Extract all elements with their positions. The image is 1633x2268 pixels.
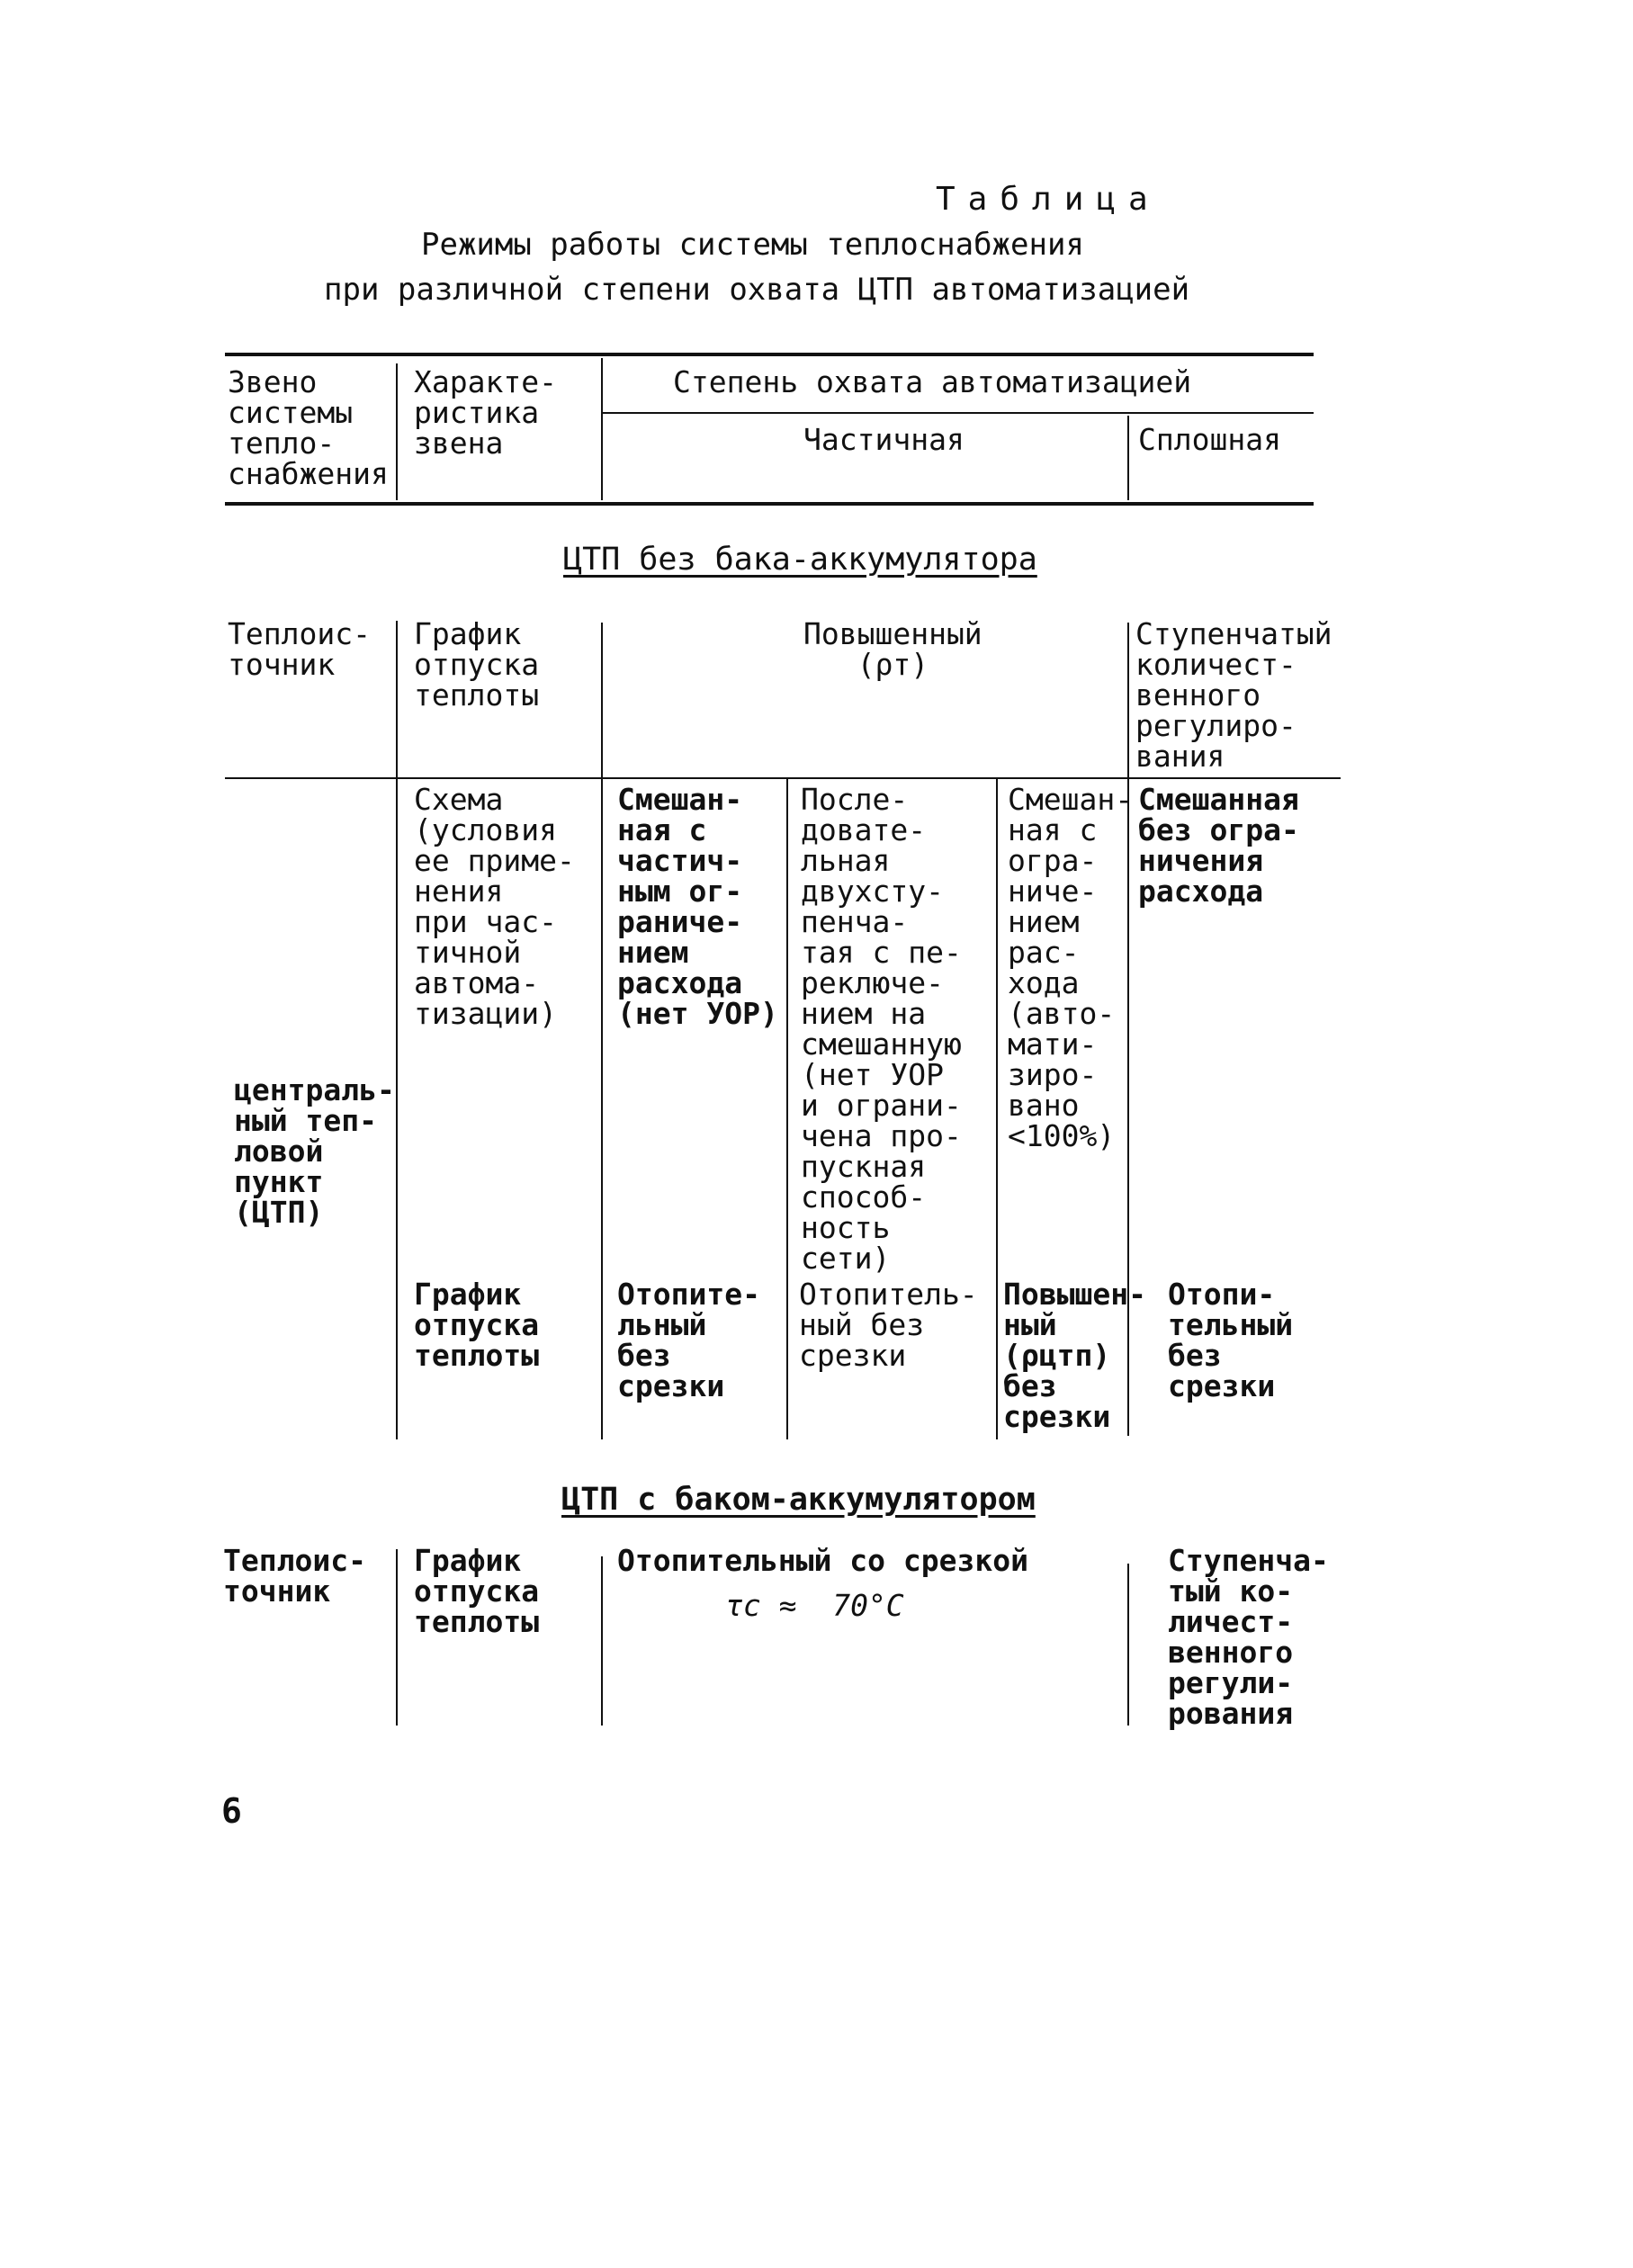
header-bottom-rule <box>225 502 1314 506</box>
scheme-full-mixed: Смешанная без огра- ничения расхода <box>1138 782 1299 909</box>
header-top-rule <box>225 353 1314 356</box>
section1-divider-3 <box>786 779 788 1439</box>
table-title-line1: Режимы работы системы теплоснабжения <box>421 227 1084 263</box>
header-divider-1 <box>396 363 398 500</box>
section1-divider-2 <box>601 623 603 1439</box>
scheme-label: Схема (условия ее приме- нения при час- тичной автома- тизации) <box>414 782 575 1031</box>
section1-divider-4 <box>996 779 998 1439</box>
section2-title: ЦТП с баком-аккумулятором <box>561 1482 1036 1518</box>
scheme-mixed-partial: Смешан- ная с частич- ным ог- раниче- нием расхода (нет УОР) <box>617 782 778 1031</box>
scheme-mixed-limited: Смешан- ная с огра- ниче- нием рас- хода (авто- мати- зиро- вано <100%) <box>1008 782 1134 1153</box>
header-sub-rule <box>601 412 1314 414</box>
partial-schedule-raised: Повышенный (ρт) <box>803 616 982 682</box>
header-col-automation-degree: Степень охвата автоматизацией <box>673 364 1192 399</box>
ctp-schedule-full: Отопи- тельный без срезки <box>1168 1277 1294 1403</box>
section2-divider-3 <box>1127 1564 1129 1726</box>
ctp-schedule-heating-a: Отопите- льный без срезки <box>617 1277 760 1403</box>
scheme-sequential: После- довате- льная двухсту- пенча- тая с пе- реключе- нием на смешанную (нет УОР и ограни- чена про- пускная способ- ность сети) <box>801 782 962 1276</box>
section2-heat-source-label: Теплоис- точник <box>223 1543 366 1609</box>
full-schedule-stepped: Ступенчатый количест- венного регулиро- вания <box>1135 616 1332 774</box>
table-label: Таблица <box>936 181 1161 218</box>
section2-divider-1 <box>396 1549 398 1726</box>
header-col-full: Сплошная <box>1138 422 1281 457</box>
schedule-label: График отпуска теплоты <box>414 616 540 713</box>
ctp-schedule-label: График отпуска теплоты <box>414 1277 540 1373</box>
section2-partial-schedule: Отопительный со срезкой <box>617 1543 1028 1578</box>
section2-divider-2 <box>601 1556 603 1726</box>
cutoff-temperature: τc ≈ 70°C <box>725 1588 904 1623</box>
header-col-characteristic: Характе- ристика звена <box>414 364 557 461</box>
section1-divider-1 <box>396 621 398 1439</box>
section2-full-schedule: Ступенча- тый ко- личест- венного регули- рования <box>1168 1543 1329 1731</box>
section1-row-rule <box>225 777 1341 779</box>
table-title-line2: при различной степени охвата ЦТП автоматизацией <box>324 272 1190 308</box>
header-divider-2 <box>601 358 603 500</box>
ctp-schedule-heating-b: Отопитель- ный без срезки <box>799 1277 978 1373</box>
header-col-partial: Частичная <box>803 422 965 457</box>
header-col-link: Звено системы тепло- снабжения <box>228 364 389 491</box>
header-divider-3 <box>1127 416 1129 500</box>
ctp-schedule-raised: Повышен- ный (ρцтп) без срезки <box>1003 1277 1146 1434</box>
ctp-label: централь- ный теп- ловой пункт (ЦТП) <box>234 1072 395 1230</box>
heat-source-label: Теплоис- точник <box>228 616 371 682</box>
page-number: 6 <box>221 1791 242 1831</box>
section2-schedule-label: График отпуска теплоты <box>414 1543 540 1639</box>
section1-title: ЦТП без бака-аккумулятора <box>563 542 1037 578</box>
